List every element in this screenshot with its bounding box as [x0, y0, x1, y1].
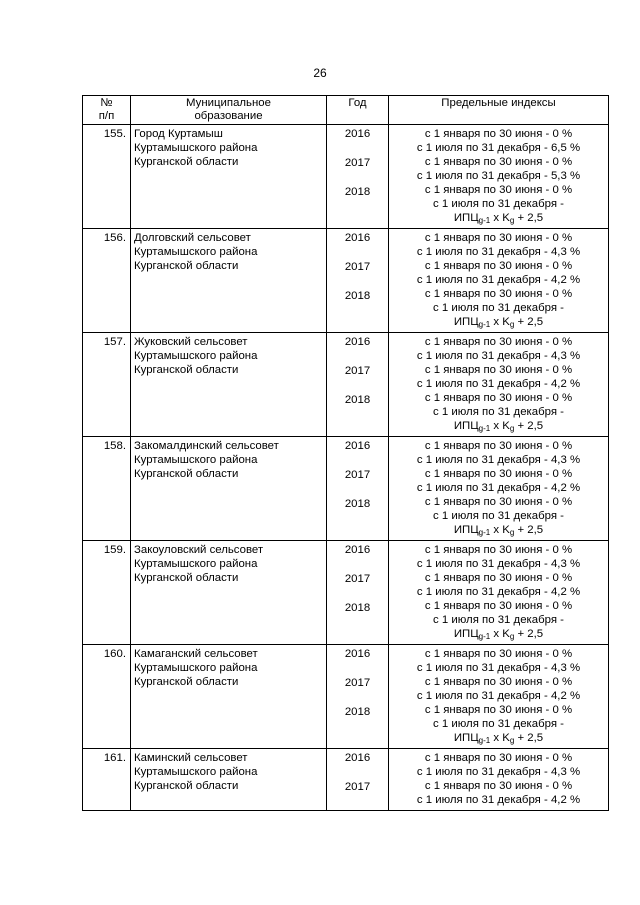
- index-line: с 1 января по 30 июня - 0 %: [424, 392, 573, 404]
- index-line: с 1 июля по 31 декабря - 4,3 %: [416, 662, 581, 674]
- index-line: с 1 января по 30 июня - 0 %: [424, 364, 573, 376]
- formula-part: x K: [490, 524, 510, 536]
- index-cell: [389, 229, 609, 333]
- index-cell: [389, 541, 609, 645]
- year-value: 2018: [344, 186, 371, 198]
- row-number: 161.: [83, 749, 131, 811]
- municipality-name-line: Курганской области: [134, 364, 239, 376]
- table-row: [83, 125, 609, 229]
- year-cell: [327, 749, 389, 811]
- year-value: 2016: [344, 648, 371, 660]
- municipality-name-line: Куртамышского района: [134, 246, 258, 258]
- index-line: с 1 января по 30 июня - 0 %: [424, 156, 573, 168]
- municipality-name-line: Закомалдинский сельсовет: [134, 440, 279, 452]
- index-line: с 1 июля по 31 декабря - 4,2 %: [416, 482, 581, 494]
- year-value: 2016: [344, 128, 371, 140]
- index-cell: [389, 749, 609, 811]
- table-row: [83, 437, 609, 541]
- municipality-name: [131, 645, 327, 749]
- index-line: с 1 января по 30 июня - 0 %: [424, 128, 573, 140]
- index-line: с 1 января по 30 июня - 0 %: [424, 184, 573, 196]
- index-line: с 1 января по 30 июня - 0 %: [424, 752, 573, 764]
- formula-part: ИПЦ: [453, 316, 479, 328]
- formula-part: ИПЦ: [453, 732, 479, 744]
- index-line: с 1 января по 30 июня - 0 %: [424, 288, 573, 300]
- municipality-name: [131, 437, 327, 541]
- index-line: с 1 июля по 31 декабря - 4,2 %: [416, 690, 581, 702]
- municipality-name-line: Курганской области: [134, 780, 239, 792]
- index-line: с 1 июля по 31 декабря - 6,5 %: [416, 142, 581, 154]
- year-cell: [327, 437, 389, 541]
- index-cell: [389, 645, 609, 749]
- index-line: с 1 июля по 31 декабря -: [433, 718, 564, 730]
- index-line: с 1 января по 30 июня - 0 %: [424, 496, 573, 508]
- municipality-name-line: Жуковский сельсовет: [134, 336, 248, 348]
- row-number: 160.: [83, 645, 131, 749]
- index-line: с 1 января по 30 июня - 0 %: [424, 704, 573, 716]
- formula-part: g-1: [478, 632, 491, 641]
- index-line: с 1 июля по 31 декабря - 4,3 %: [416, 558, 581, 570]
- row-number: 156.: [83, 229, 131, 333]
- index-cell: [389, 437, 609, 541]
- formula-part: g: [509, 528, 515, 537]
- table-row: [83, 333, 609, 437]
- formula-part: x K: [490, 212, 510, 224]
- header-num: № п/п: [83, 96, 131, 125]
- formula-part: ИПЦ: [453, 524, 479, 536]
- formula-part: g-1: [478, 424, 491, 433]
- formula-part: x K: [490, 316, 510, 328]
- row-number: 158.: [83, 437, 131, 541]
- index-line: с 1 июля по 31 декабря -: [433, 302, 564, 314]
- index-line: с 1 июля по 31 декабря -: [433, 406, 564, 418]
- year-value: 2016: [344, 336, 371, 348]
- index-line: с 1 января по 30 июня - 0 %: [424, 780, 573, 792]
- formula-part: ИПЦ: [453, 628, 479, 640]
- year-value: 2018: [344, 290, 371, 302]
- index-line: с 1 июля по 31 декабря - 4,2 %: [416, 378, 581, 390]
- page-number: 26: [313, 66, 327, 80]
- municipality-name: [131, 541, 327, 645]
- municipality-name-line: Город Куртамыш: [134, 128, 223, 140]
- municipality-name-line: Камаганский сельсовет: [134, 648, 258, 660]
- table-row: [83, 541, 609, 645]
- year-value: 2018: [344, 602, 371, 614]
- year-value: 2017: [344, 781, 371, 793]
- municipality-name-line: Закоуловский сельсовет: [134, 544, 264, 556]
- municipality-name-line: Курганской области: [134, 156, 239, 168]
- index-formula: [391, 315, 606, 329]
- header-year: Год: [327, 96, 389, 125]
- year-cell: [327, 645, 389, 749]
- table-body: [83, 125, 609, 811]
- tariff-index-table: [82, 95, 609, 811]
- index-line: с 1 января по 30 июня - 0 %: [424, 468, 573, 480]
- municipality-name-line: Долговский сельсовет: [134, 232, 251, 244]
- municipality-name: [131, 749, 327, 811]
- municipality-name-line: Курганской области: [134, 572, 239, 584]
- year-value: 2018: [344, 706, 371, 718]
- year-value: 2016: [344, 440, 371, 452]
- row-number: 155.: [83, 125, 131, 229]
- municipality-name-line: Курганской области: [134, 260, 239, 272]
- formula-part: x K: [490, 628, 510, 640]
- index-formula: [391, 627, 606, 641]
- formula-part: g-1: [478, 216, 491, 225]
- row-number: 157.: [83, 333, 131, 437]
- year-value: 2016: [344, 232, 371, 244]
- municipality-name-line: Курганской области: [134, 468, 239, 480]
- formula-part: + 2,5: [514, 420, 544, 432]
- formula-part: ИПЦ: [453, 212, 479, 224]
- municipality-name-line: Куртамышского района: [134, 350, 258, 362]
- formula-part: + 2,5: [514, 524, 544, 536]
- year-value: 2018: [344, 498, 371, 510]
- formula-part: x K: [490, 732, 510, 744]
- index-line: с 1 июля по 31 декабря - 4,3 %: [416, 246, 581, 258]
- index-line: с 1 июля по 31 декабря -: [433, 614, 564, 626]
- year-value: 2016: [344, 752, 371, 764]
- index-line: с 1 января по 30 июня - 0 %: [424, 232, 573, 244]
- index-line: с 1 января по 30 июня - 0 %: [424, 440, 573, 452]
- municipality-name: [131, 333, 327, 437]
- municipality-name-line: Куртамышского района: [134, 766, 258, 778]
- index-line: с 1 июля по 31 декабря - 4,2 %: [416, 794, 581, 806]
- municipality-name-line: Куртамышского района: [134, 142, 258, 154]
- index-line: с 1 января по 30 июня - 0 %: [424, 676, 573, 688]
- year-value: 2017: [344, 365, 371, 377]
- year-cell: [327, 333, 389, 437]
- index-line: с 1 июля по 31 декабря - 4,3 %: [416, 766, 581, 778]
- index-formula: [391, 523, 606, 537]
- municipality-name-line: Куртамышского района: [134, 662, 258, 674]
- index-line: с 1 июля по 31 декабря - 4,3 %: [416, 454, 581, 466]
- formula-part: g: [509, 424, 515, 433]
- formula-part: g: [509, 320, 515, 329]
- municipality-name-line: Курганской области: [134, 676, 239, 688]
- year-value: 2017: [344, 157, 371, 169]
- municipality-name-line: Куртамышского района: [134, 558, 258, 570]
- formula-part: g: [509, 632, 515, 641]
- year-value: 2016: [344, 544, 371, 556]
- year-value: 2017: [344, 469, 371, 481]
- index-line: с 1 июля по 31 декабря - 4,3 %: [416, 350, 581, 362]
- formula-part: g-1: [478, 528, 491, 537]
- formula-part: g-1: [478, 320, 491, 329]
- header-indices: Предельные индексы: [389, 96, 609, 125]
- formula-part: g: [509, 736, 515, 745]
- index-formula: [391, 419, 606, 433]
- year-value: 2017: [344, 677, 371, 689]
- row-number: 159.: [83, 541, 131, 645]
- year-value: 2018: [344, 394, 371, 406]
- index-line: с 1 июля по 31 декабря -: [433, 510, 564, 522]
- index-line: с 1 января по 30 июня - 0 %: [424, 336, 573, 348]
- table-header-row: [83, 96, 609, 125]
- index-line: с 1 января по 30 июня - 0 %: [424, 544, 573, 556]
- index-cell: [389, 333, 609, 437]
- formula-part: ИПЦ: [453, 420, 479, 432]
- formula-part: + 2,5: [514, 316, 544, 328]
- index-line: с 1 января по 30 июня - 0 %: [424, 600, 573, 612]
- table-row: [83, 749, 609, 811]
- year-cell: [327, 229, 389, 333]
- municipality-name-line: Куртамышского района: [134, 454, 258, 466]
- index-line: с 1 июля по 31 декабря - 5,3 %: [416, 170, 581, 182]
- index-line: с 1 июля по 31 декабря - 4,2 %: [416, 586, 581, 598]
- formula-part: g: [509, 216, 515, 225]
- municipality-name: [131, 229, 327, 333]
- year-value: 2017: [344, 261, 371, 273]
- index-cell: [389, 125, 609, 229]
- index-line: с 1 июля по 31 декабря - 4,2 %: [416, 274, 581, 286]
- formula-part: + 2,5: [514, 732, 544, 744]
- formula-part: + 2,5: [514, 212, 544, 224]
- index-line: с 1 января по 30 июня - 0 %: [424, 572, 573, 584]
- index-line: с 1 января по 30 июня - 0 %: [424, 260, 573, 272]
- index-formula: [391, 731, 606, 745]
- municipality-name-line: Каминский сельсовет: [134, 752, 248, 764]
- year-value: 2017: [344, 573, 371, 585]
- year-cell: [327, 541, 389, 645]
- index-line: с 1 июля по 31 декабря -: [433, 198, 564, 210]
- formula-part: + 2,5: [514, 628, 544, 640]
- formula-part: x K: [490, 420, 510, 432]
- header-municipality: Муниципальное образование: [131, 96, 327, 125]
- table-row: [83, 229, 609, 333]
- index-line: с 1 января по 30 июня - 0 %: [424, 648, 573, 660]
- table-row: [83, 645, 609, 749]
- formula-part: g-1: [478, 736, 491, 745]
- year-cell: [327, 125, 389, 229]
- index-formula: [391, 211, 606, 225]
- municipality-name: [131, 125, 327, 229]
